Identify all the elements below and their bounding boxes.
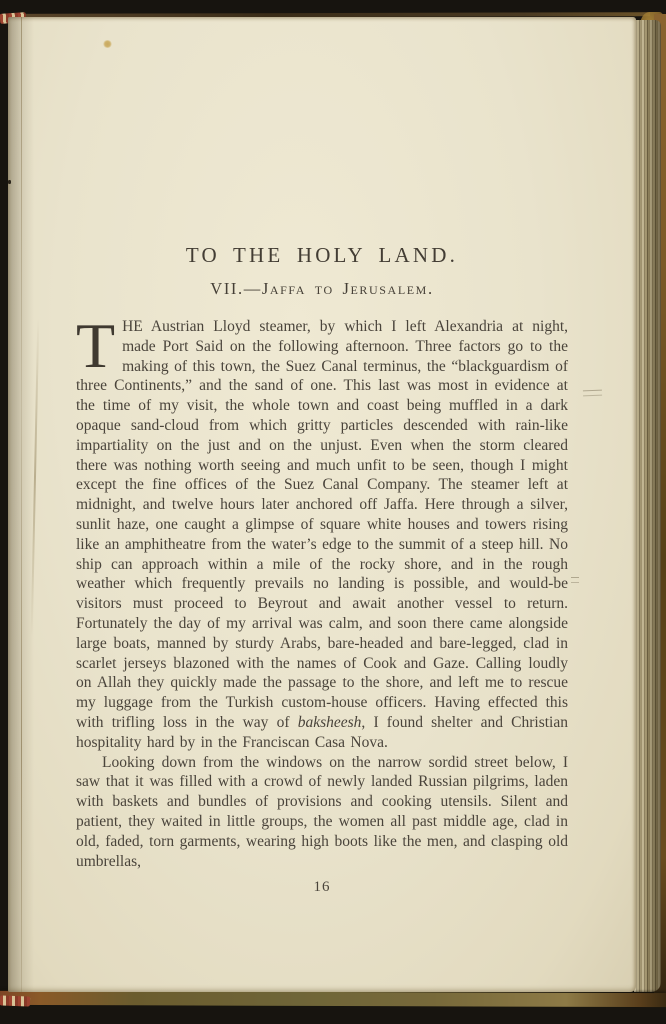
page-content <box>76 243 568 896</box>
book-page <box>8 17 636 992</box>
headband-bottom-left <box>0 995 30 1006</box>
fore-edge-page-stack <box>634 20 661 992</box>
book-cover-bottom-edge <box>0 991 666 1007</box>
chapter-title: TO THE HOLY LAND. <box>185 243 459 267</box>
paragraph-one-text: HE Austrian Lloyd steamer, by which I left Alexandria at night, made Port Said on the following afternoon. Three factors go to the making of this town, the Suez Canal terminus, the “blackguardism of three Continents,” and the sand of one. This last was most in evidence at the time of my visit, the whole town and coast being muffled in a dark opaque sand-cloud from which gritty particles descended with rain-like impartiality on the just and on the unjust. Even when the storm cleared there was nothing worth seeing and much unfit to be seen, though I might except the fine offices of the Suez Canal Company. The steamer left at midnight, and twelve hours later anchored off Jaffa. Here through a silver, sunlit haze, one caught a glimpse of square white houses and towers rising like an amphitheatre from the water’s edge to the summit of a steep hill. No ship can approach within a mile of the rocky shore, and in the rough weather which frequently prevails no landing is possible, and would-be visitors must proceed to Beyrout and await another vessel to return. Fortunately the day of my arrival was calm, and soon there came alongside large boats, manned by sturdy Arabs, bare-headed and bare-legged, clad in scarlet jerseys blazoned with the names of Cook and Gaze. Calling loudly on Allah they quickly made the passage to the shore, and left me to rescue my luggage from the Turkish custom-house officers. Having effected this with trifling loss in the way of <box>76 318 568 731</box>
drop-cap: T <box>76 310 116 381</box>
paper-speck <box>8 180 11 184</box>
paper-stain <box>103 40 112 48</box>
section-title: VII.—Jaffa to Jerusalem. <box>210 279 434 298</box>
page-number: 16 <box>313 879 331 896</box>
italic-word-baksheesh: baksheesh <box>297 713 362 731</box>
faint-pencil-mark <box>583 390 602 397</box>
paragraph-one-text-end: , I found shelter and Christian hospitality hard by in the Franciscan Casa Nova. <box>76 713 568 751</box>
faint-pencil-mark <box>571 577 579 583</box>
page-edge-crease <box>21 17 22 992</box>
paragraph-two: Looking down from the windows on the narrow sordid street below, I saw that it was filled with a crowd of newly landed Russian pilgrims, laden with baskets and bundles of provisions and cooking utensils. Silent and patient, they waited in little groups, the women all past middle age, clad in old, faded, torn garments, wearing high boots like the men, and clasping old umbrellas, <box>76 753 568 870</box>
paragraph-one <box>76 310 568 753</box>
